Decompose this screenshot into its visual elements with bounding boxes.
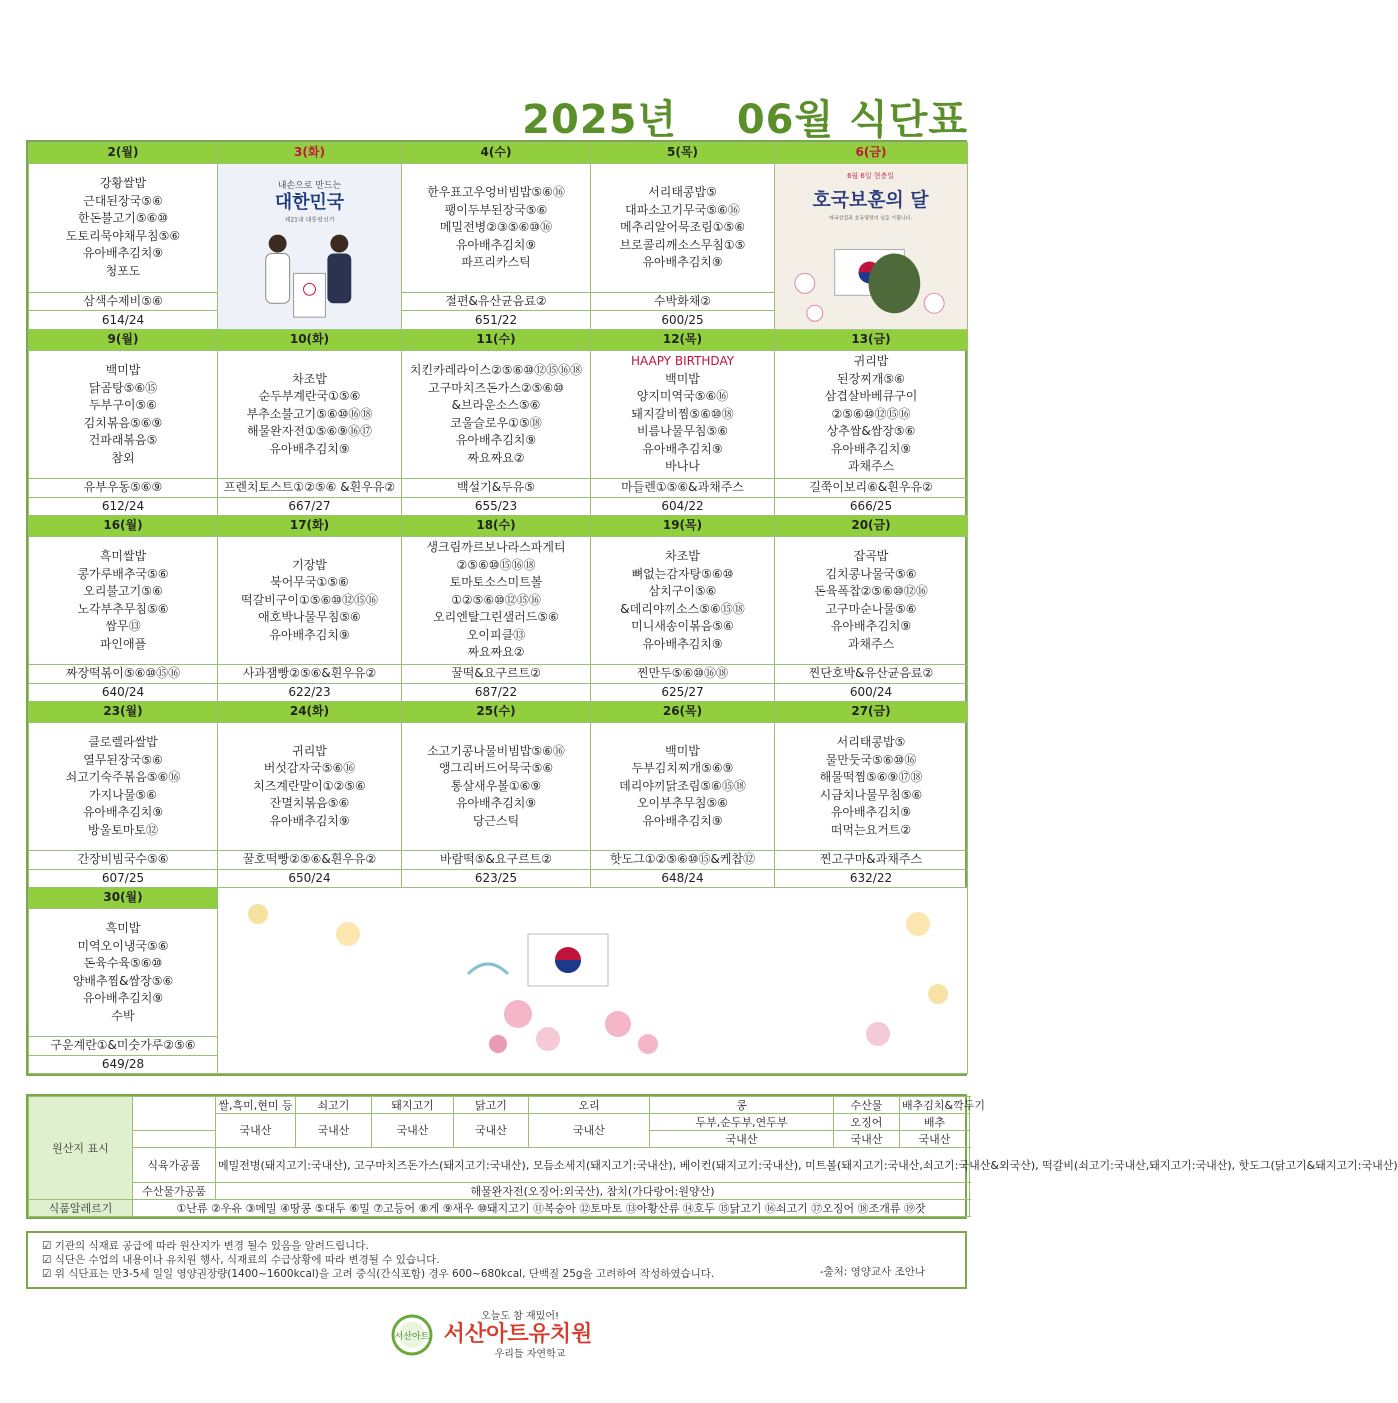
- logo-slogan: 오늘도 참 재밌어!: [481, 1311, 559, 1322]
- day-menu: [29, 164, 218, 293]
- menu-item: 백미밥: [105, 363, 141, 378]
- day-menu: [29, 723, 218, 851]
- origin-cat-rice: 쌀,흑미,현미 등: [216, 1097, 296, 1114]
- origin-val-pork: 국내산: [372, 1114, 454, 1148]
- menu-item: 잔멸치볶음⑤⑥: [269, 796, 350, 811]
- logo-name: 서산아트유치원: [443, 1322, 593, 1347]
- day-header: 26(목): [591, 702, 775, 723]
- menu-item: 앵그리버드어묵국⑤⑥: [438, 761, 554, 776]
- menu-item: ②⑤⑥⑩⑮⑯⑱: [456, 557, 536, 572]
- menu-item: 열무된장국⑤⑥: [83, 752, 163, 767]
- menu-item: 오리불고기⑤⑥: [83, 584, 163, 599]
- menu-item: 상추쌈&쌈장⑤⑥: [826, 424, 916, 439]
- day-kcal: 612/24: [29, 497, 218, 516]
- menu-item: 통살새우볼①⑥⑨: [450, 778, 542, 793]
- menu-item: 돈육폭찹②⑤⑥⑩⑫⑯: [814, 584, 928, 599]
- day-illustration: [218, 164, 402, 330]
- day-kcal: 622/23: [218, 683, 402, 702]
- day-kcal: 650/24: [218, 869, 402, 888]
- menu-item: 쇠고기숙주볶음⑤⑥⑯: [65, 770, 181, 785]
- illustration-title: 호국보훈의 달: [812, 188, 929, 211]
- day-snack: 마들렌①⑤⑥&과채주스: [591, 479, 775, 498]
- menu-item: 파프리카스틱: [461, 255, 531, 270]
- logo-graphic: [390, 1305, 620, 1361]
- menu-item: 돈육수육⑤⑥⑩: [83, 956, 163, 971]
- day-snack: 절편&유산균음료②: [402, 292, 591, 311]
- day-kcal: 600/25: [591, 311, 775, 330]
- menu-item: 백미밥: [665, 371, 700, 386]
- menu-item: 애호박나물무침⑤⑥: [258, 610, 361, 625]
- origin-sub-kimchi1: 배추: [900, 1114, 970, 1131]
- menu-item: 미역오이냉국⑤⑥: [77, 938, 169, 953]
- day-snack: 바람떡⑤&요구르트②: [402, 851, 591, 870]
- menu-item: 브로콜리깨소스무침①⑤: [619, 237, 746, 252]
- menu-item: 차조밥: [665, 549, 700, 564]
- origin-val-duck: 국내산: [529, 1114, 650, 1148]
- processed-text: 메밀전병(돼지고기:국내산), 고구마치즈돈가스(돼지고기:국내산), 모듬소세지(돼지고기:국내산), 베이컨(돼지고기:국내산), 미트볼(돼지고기:국내산,쇠고기:국내산&외국산), 떡갈비(쇠고기:국내산,돼지고기:국내산), 핫도그(닭고기&돼지고기:국내산): [216, 1148, 970, 1183]
- menu-item: 흑미밥: [105, 921, 141, 936]
- day-header: 23(월): [29, 702, 218, 723]
- day-snack: 프렌치토스트①②⑤⑥ &흰우유②: [218, 479, 402, 498]
- menu-item: 유아배추김치⑨: [455, 237, 537, 252]
- day-menu: [591, 537, 775, 665]
- menu-item: 두부김치찌개⑤⑥⑨: [631, 761, 734, 776]
- menu-item: 파인애플: [99, 636, 147, 651]
- day-menu: [402, 537, 591, 665]
- menu-item: 떠먹는요거트②: [830, 822, 912, 837]
- menu-item: 물만둣국⑤⑥⑩⑯: [825, 752, 917, 767]
- menu-item: 한돈불고기⑤⑥⑩: [77, 211, 169, 226]
- menu-item: 도토리묵야채무침⑤⑥: [65, 228, 181, 243]
- day-header: 11(수): [402, 330, 591, 351]
- day-menu: [775, 723, 968, 851]
- menu-item: 서리태콩밥⑤: [836, 735, 906, 750]
- day-header: 10(화): [218, 330, 402, 351]
- menu-item: 콩가루배추국⑤⑥: [77, 566, 169, 581]
- menu-item: 유아배추김치⑨: [642, 813, 723, 828]
- day-kcal: 640/24: [29, 683, 218, 702]
- menu-item: 치킨카레라이스②⑤⑥⑩⑫⑮⑯⑱: [409, 363, 583, 378]
- seafood-processed-label: 수산물가공품: [133, 1183, 216, 1200]
- origin-cat-kimchi: 배추김치&깍두기: [900, 1097, 970, 1114]
- menu-item: 치즈계란말이①②⑤⑥: [253, 778, 366, 793]
- day-header: 27(금): [775, 702, 968, 723]
- day-header: 16(월): [29, 516, 218, 537]
- menu-item: 유아배추김치⑨: [82, 246, 164, 261]
- note-line: ☑ 기관의 식재료 공급에 따라 원산지가 변경 될수 있음을 알려드립니다.: [42, 1240, 369, 1252]
- day-header: 24(화): [218, 702, 402, 723]
- menu-item: 김치콩나물국⑤⑥: [825, 566, 917, 581]
- menu-item: 강황쌀밥: [99, 176, 147, 191]
- menu-item: 짜요짜요②: [467, 450, 525, 465]
- menu-item: 유아배추김치⑨: [642, 636, 723, 651]
- menu-item: 유아배추김치⑨: [269, 627, 350, 642]
- illustration-subcaption: 애국선열과 호국영령의 넋을 기립니다.: [828, 215, 913, 222]
- flowers-graphic: [218, 894, 968, 1068]
- menu-item: 참외: [111, 450, 135, 465]
- memorial-illustration: [775, 164, 967, 329]
- day-header: 6(금): [775, 143, 968, 164]
- illustration-subcaption: 제21대 대통령선거: [284, 216, 335, 224]
- menu-item: 삼치구이⑤⑥: [648, 584, 717, 599]
- menu-item: 메추리알어묵조림①⑤⑥: [619, 220, 745, 235]
- menu-item: 유아배추김치⑨: [642, 441, 723, 456]
- day-snack: 꿀호떡빵②⑤⑥&흰우유②: [218, 851, 402, 870]
- day-kcal: 667/27: [218, 497, 402, 516]
- note-line: ☑ 위 식단표는 만3-5세 일일 영양권장량(1400~1600kcal)을 고려 중식(간식포함) 경우 600~680kcal, 단백질 25g을 고려하여 작성하였습니다.: [42, 1268, 715, 1280]
- menu-item: 비름나물무침⑤⑥: [636, 424, 729, 439]
- day-snack: 간장비빔국수⑤⑥: [29, 851, 218, 870]
- menu-item: 짜요짜요②: [467, 645, 525, 660]
- menu-item: 해물떡찜⑤⑥⑨⑰⑱: [819, 770, 923, 785]
- day-header: 3(화): [218, 143, 402, 164]
- menu-item: 기장밥: [292, 557, 327, 572]
- menu-item: 유아배추김치⑨: [269, 441, 350, 456]
- menu-item: &데리야끼소스⑤⑥⑮⑱: [620, 601, 745, 616]
- day-kcal: 623/25: [402, 869, 591, 888]
- menu-item: 유아배추김치⑨: [82, 991, 164, 1006]
- origin-cat-seafood: 수산물: [834, 1097, 900, 1114]
- menu-item: 닭곰탕⑤⑥⑮: [88, 380, 158, 395]
- day-kcal: 666/25: [775, 497, 968, 516]
- menu-item: 클로렐라쌀밥: [88, 735, 158, 750]
- origin-cat-pork: 돼지고기: [372, 1097, 454, 1114]
- menu-item: 과채주스: [847, 636, 895, 651]
- menu-item: 오이피클⑬: [466, 627, 526, 642]
- day-snack: 짜장떡볶이⑤⑥⑩⑮⑯: [29, 665, 218, 684]
- menu-item: 노각부추무침⑤⑥: [77, 601, 169, 616]
- origin-sub-seafood: 오징어: [834, 1114, 900, 1131]
- menu-item: 당근스틱: [472, 813, 520, 828]
- allergy-text: ①난류 ②우유 ③메밀 ④땅콩 ⑤대두 ⑥밀 ⑦고등어 ⑧게 ⑨새우 ⑩돼지고기 ⑪복숭아 ⑫토마토 ⑬아황산류 ⑭호두 ⑮닭고기 ⑯쇠고기 ⑰오징어 ⑱조개류 ⑲잣: [133, 1200, 970, 1217]
- menu-item: 부추소불고기⑤⑥⑩⑯⑱: [246, 406, 373, 421]
- day-snack: 사과잼빵②⑤⑥&흰우유②: [218, 665, 402, 684]
- day-snack: 핫도그①②⑤⑥⑩⑮&케찹⑫: [591, 851, 775, 870]
- day-menu: [775, 351, 968, 479]
- logo-sub: 우리들 자연학교: [494, 1349, 566, 1360]
- menu-item: 대파소고기무국⑤⑥⑯: [625, 202, 740, 217]
- day-snack: 길쭉이보리⑥&흰우유②: [775, 479, 968, 498]
- note-line: ☑ 식단은 수업의 내용이나 유치원 행사, 식재료의 수급상황에 따라 변경될 수 있습니다.: [42, 1254, 440, 1266]
- day-header: 18(수): [402, 516, 591, 537]
- menu-item: 김치볶음⑤⑥⑨: [83, 415, 163, 430]
- origin-val-kimchi: 국내산: [900, 1131, 970, 1148]
- allergy-label: 식품알레르기: [29, 1200, 133, 1217]
- day-menu: [218, 351, 402, 479]
- day-snack: 찐단호박&유산균음료②: [775, 665, 968, 684]
- day-header: 9(월): [29, 330, 218, 351]
- menu-item: 데리야끼닭조림⑤⑥⑮⑱: [619, 778, 746, 793]
- menu-item: 버섯감자국⑤⑥⑯: [263, 761, 356, 776]
- day-kcal: 607/25: [29, 869, 218, 888]
- menu-item: 돼지갈비찜⑤⑥⑩⑱: [631, 406, 734, 421]
- origin-cat-chicken: 닭고기: [454, 1097, 529, 1114]
- menu-item: ②⑤⑥⑩⑫⑮⑯: [831, 406, 911, 421]
- menu-item: 귀리밥: [292, 743, 327, 758]
- day-illustration: [775, 164, 968, 330]
- page-title: 2025년 06월 식단표: [522, 97, 968, 143]
- day-header: 12(목): [591, 330, 775, 351]
- day-header: 13(금): [775, 330, 968, 351]
- day-header: 19(목): [591, 516, 775, 537]
- menu-item: 해물완자전①⑤⑥⑨⑯⑰: [247, 424, 372, 439]
- day-menu: [402, 351, 591, 479]
- day-header: 17(화): [218, 516, 402, 537]
- menu-item: 방울토마토⑫: [88, 822, 158, 837]
- menu-item: 두부구이⑤⑥: [89, 398, 157, 413]
- menu-item: 팽이두부된장국⑤⑥: [444, 202, 548, 217]
- origin-val-chicken: 국내산: [454, 1114, 529, 1148]
- election-illustration: [218, 164, 401, 329]
- day-menu: [591, 164, 775, 293]
- menu-item: 귀리밥: [853, 354, 889, 369]
- origin-table-container: [26, 1094, 1398, 1219]
- origin-cat-duck: 오리: [529, 1097, 650, 1114]
- menu-item: 미니새송이볶음⑤⑥: [631, 619, 734, 634]
- day-menu: [218, 537, 402, 665]
- day-menu: [29, 351, 218, 479]
- menu-item: 쌈무⑬: [105, 619, 141, 634]
- day-snack: 찐만두⑤⑥⑩⑯⑱: [591, 665, 775, 684]
- menu-item: 생크림까르보나라스파게티: [426, 540, 566, 555]
- origin-val-beef: 국내산: [296, 1114, 372, 1148]
- menu-item: 청포도: [105, 263, 141, 278]
- day-snack: 수박화채②: [591, 292, 775, 311]
- menu-item: 흑미쌀밥: [99, 549, 147, 564]
- day-header: 5(목): [591, 143, 775, 164]
- day-kcal: 687/22: [402, 683, 591, 702]
- menu-item: 오리엔탈그린샐러드⑤⑥: [433, 610, 559, 625]
- menu-item: 바나나: [665, 459, 700, 474]
- menu-item: 북어무국①⑤⑥: [270, 575, 349, 590]
- menu-item: 서리태콩밥⑤: [648, 185, 717, 200]
- origin-sub-bean: 두부,순두부,연두부: [650, 1114, 834, 1131]
- day-kcal: 614/24: [29, 311, 218, 330]
- day-snack: 삼색수제비⑤⑥: [29, 292, 218, 311]
- menu-item: 유아배추김치⑨: [642, 255, 723, 270]
- menu-item: 백미밥: [665, 743, 700, 758]
- menu-item: 유아배추김치⑨: [455, 796, 537, 811]
- origin-val-seafood: 국내산: [834, 1131, 900, 1148]
- origin-label: 원산지 표시: [29, 1097, 133, 1200]
- menu-item: ①②⑤⑥⑩⑫⑮⑯: [451, 592, 541, 607]
- day-kcal: 604/22: [591, 497, 775, 516]
- menu-item: 차조밥: [292, 371, 327, 386]
- illustration-caption: 내손으로 만드는: [277, 180, 342, 191]
- day-menu: [402, 164, 591, 293]
- menu-item: 순두부계란국①⑤⑥: [258, 389, 361, 404]
- day-kcal: 648/24: [591, 869, 775, 888]
- day-snack: 찐고구마&과채주스: [775, 851, 968, 870]
- day-snack: 백설기&두유⑤: [402, 479, 591, 498]
- menu-item: 양배추찜&쌈장⑤⑥: [72, 973, 174, 988]
- menu-item: 메밀전병②③⑤⑥⑩⑯: [439, 220, 553, 235]
- origin-cat-bean: 콩: [650, 1097, 834, 1114]
- menu-item: 유아배추김치⑨: [830, 805, 912, 820]
- flowers-illustration: [218, 888, 968, 1074]
- day-kcal: 651/22: [402, 311, 591, 330]
- origin-table: [28, 1096, 1398, 1217]
- menu-item: 유아배추김치⑨: [82, 805, 164, 820]
- day-menu: [591, 723, 775, 851]
- day-kcal: 632/22: [775, 869, 968, 888]
- origin-val-rice: 국내산: [216, 1114, 296, 1148]
- day-header: 30(월): [29, 888, 218, 909]
- menu-item: 소고기콩나물비빔밥⑤⑥⑯: [427, 743, 565, 758]
- menu-item: 잡곡밥: [853, 549, 889, 564]
- menu-item: 가지나물⑤⑥: [89, 787, 157, 802]
- menu-item: 한우표고우엉비빔밥⑤⑥⑯: [427, 185, 565, 200]
- menu-item: 고구마순나물⑤⑥: [825, 601, 917, 616]
- logo-badge: 서산아트: [394, 1332, 430, 1342]
- menu-item: 유아배추김치⑨: [269, 813, 350, 828]
- day-menu: [29, 537, 218, 665]
- day-snack: 유부우동⑤⑥⑨: [29, 479, 218, 498]
- processed-label: 식육가공품: [133, 1148, 216, 1183]
- seafood-processed-text: 해물완자전(오징어:외국산), 참치(가다랑어:원양산): [216, 1183, 970, 1200]
- menu-item: 코울슬로우①⑤⑱: [450, 415, 542, 430]
- menu-item: 삼겹살바베큐구이: [824, 389, 918, 404]
- menu-item: 토마토소스미트볼: [449, 575, 543, 590]
- menu-item: 건파래볶음⑤: [88, 433, 158, 448]
- school-logo: [390, 1305, 620, 1361]
- menu-item: 양지미역국⑤⑥⑯: [636, 389, 729, 404]
- menu-item: 오이부추무침⑤⑥: [636, 796, 729, 811]
- menu-item: 근대된장국⑤⑥: [83, 193, 163, 208]
- menu-item: 된장찌개⑤⑥: [837, 371, 905, 386]
- day-menu: [218, 723, 402, 851]
- illustration-title: 대한민국: [274, 191, 345, 213]
- day-menu: [29, 909, 218, 1037]
- origin-val-bean: 국내산: [650, 1131, 834, 1148]
- menu-item: 고구마치즈돈가스②⑤⑥⑩: [428, 380, 564, 395]
- day-header: 4(수): [402, 143, 591, 164]
- menu-item: 떡갈비구이①⑤⑥⑩⑫⑮⑯: [241, 592, 378, 607]
- day-snack: 구운계란①&미숫가루②⑤⑥: [29, 1037, 218, 1056]
- day-kcal: 625/27: [591, 683, 775, 702]
- origin-cat-beef: 쇠고기: [296, 1097, 372, 1114]
- day-kcal: 600/24: [775, 683, 968, 702]
- notes-box: [26, 1231, 967, 1289]
- day-menu: [402, 723, 591, 851]
- illustration-caption: 6월 6일 현충일: [847, 171, 894, 180]
- day-kcal: 655/23: [402, 497, 591, 516]
- day-menu: [591, 351, 775, 479]
- day-menu: [775, 537, 968, 665]
- menu-item: 유아배추김치⑨: [830, 441, 912, 456]
- menu-item: HAAPY BIRTHDAY: [630, 354, 735, 369]
- source-note: -출처: 영양교사 조안나: [819, 1266, 925, 1278]
- menu-item: 과채주스: [847, 459, 895, 474]
- menu-item: 유아배추김치⑨: [830, 619, 912, 634]
- menu-item: 수박: [111, 1008, 135, 1023]
- day-header: 20(금): [775, 516, 968, 537]
- day-header: 2(월): [29, 143, 218, 164]
- menu-item: 유아배추김치⑨: [455, 433, 537, 448]
- menu-item: &브라운소스⑤⑥: [451, 398, 541, 413]
- day-snack: 꿀떡&요구르트②: [402, 665, 591, 684]
- menu-item: 시금치나물무침⑤⑥: [819, 787, 923, 802]
- menu-table: [28, 142, 968, 1074]
- menu-calendar: [26, 140, 967, 1076]
- day-header: 25(수): [402, 702, 591, 723]
- menu-item: 뼈없는감자탕⑤⑥⑩: [631, 566, 734, 581]
- day-kcal: 649/28: [29, 1055, 218, 1074]
